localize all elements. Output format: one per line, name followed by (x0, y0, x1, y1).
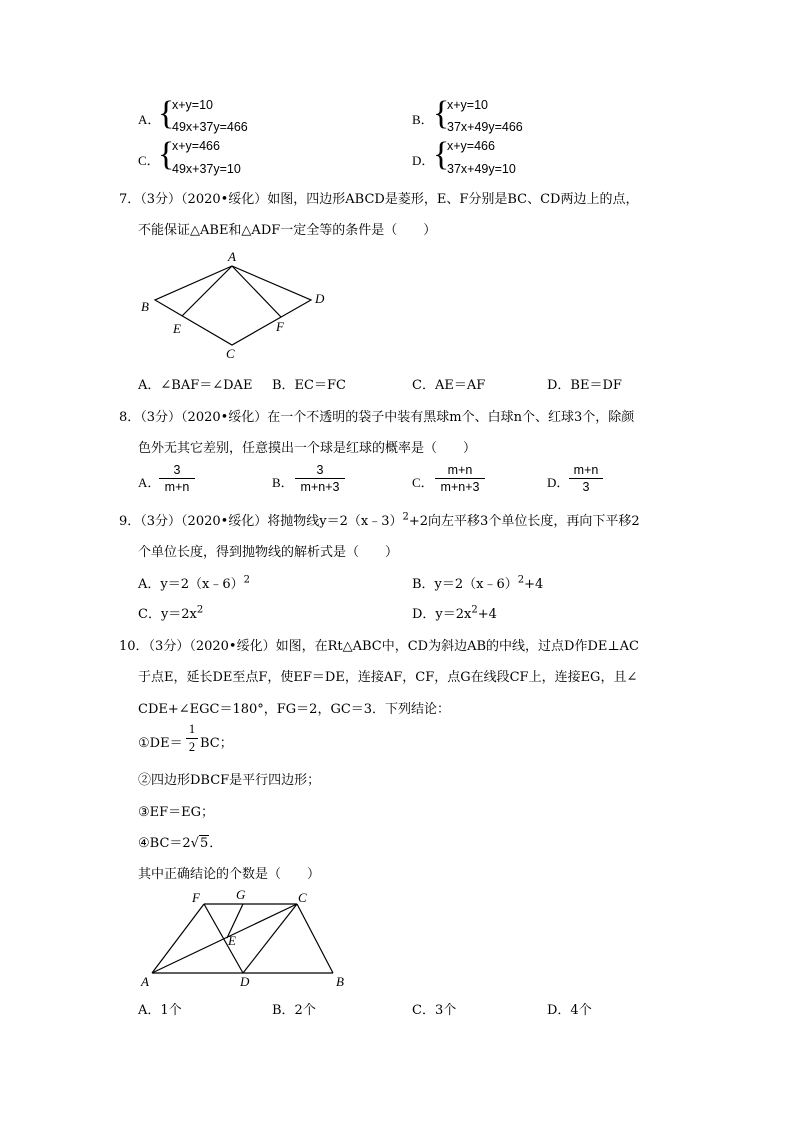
label-f: F (192, 890, 200, 905)
option-tail: +4 (524, 577, 544, 592)
q10-question: 其中正确结论的个数是（ ） (138, 867, 321, 882)
label-d: D (315, 291, 325, 306)
conclusion-4-suffix: ． (209, 836, 223, 851)
q10-option-c: C．3个 (412, 1003, 457, 1018)
label-e: E (173, 321, 181, 336)
option-label: B． (272, 475, 294, 490)
option-exponent: 2 (196, 604, 204, 616)
option-text: A．y＝2（x﹣6） (138, 577, 244, 592)
label-b: B (141, 299, 149, 314)
label-f: F (276, 319, 284, 334)
equation-line: 49x+37y=466 (172, 120, 248, 134)
label-e: E (228, 933, 236, 948)
numerator: m+n (573, 463, 599, 477)
label-g: G (236, 887, 246, 902)
fraction-one-half (186, 722, 198, 755)
denominator: 3 (582, 480, 590, 494)
equation-line: x+y=466 (447, 139, 495, 153)
q10-stem-line1: 10．（3分）（2020•绥化）如图，在Rt△ABC中，CD为斜边AB的中线，过点D作DE⊥AC (119, 639, 639, 654)
q9-option-a (138, 573, 250, 592)
q7-option-d: D．BE＝DF (547, 378, 622, 393)
q10-stem-line2: 于点E，延长DE至点F，使EF＝DE，连接AF，CF，点G在线段CF上，连接EG，且∠ (138, 670, 638, 685)
figure-lines (152, 904, 333, 973)
brace: { (433, 95, 450, 132)
q10-option-a: A．1个 (138, 1003, 182, 1018)
option-label: B． (412, 112, 434, 127)
q7-stem-line1: 7．（3分）（2020•绥化）如图，四边形ABCD是菱形，E、F分别是BC、CD两边上的点， (119, 192, 639, 207)
q10-stem-line3: CDE+∠EGC＝180°，FG＝2，GC＝3．下列结论： (138, 702, 451, 717)
option-label: A． (138, 475, 161, 490)
q9-option-d (412, 603, 497, 622)
brace: { (433, 136, 450, 173)
equation-line: 49x+37y=10 (172, 162, 241, 176)
q9-stem-part1: 9．（3分）（2020•绥化）将抛物线y＝2（x﹣3） (119, 514, 403, 529)
label-d: D (240, 974, 250, 989)
q10-conclusion-2: ②四边形DBCF是平行四边形； (138, 773, 321, 788)
q8-stem-line2: 色外无其它差别，任意摸出一个球是红球的概率是（ ） (138, 441, 477, 456)
equation-line: 37x+49y=466 (447, 120, 523, 134)
conclusion-1-prefix: ①DE＝ (138, 736, 183, 751)
equation-line: 37x+49y=10 (447, 162, 516, 176)
sqrt-symbol: √ (190, 836, 199, 851)
q9-stem-exponent: 2 (402, 511, 409, 523)
option-exponent: 2 (517, 574, 525, 586)
option-text: C．y＝2x (138, 607, 197, 622)
option-exponent: 2 (471, 604, 478, 616)
denominator: m+n+3 (300, 480, 340, 494)
q8-stem-line1: 8．（3分）（2020•绥化）在一个不透明的袋子中装有黑球m个、白球n个、红球3个，除颜 (119, 410, 635, 425)
denominator: 2 (188, 740, 196, 754)
q7-stem-line2: 不能保证△ABE和△ADF一定全等的条件是（ ） (138, 223, 437, 238)
q7-option-b: B．EC＝FC (272, 378, 346, 393)
conclusion-1-suffix: BC； (200, 736, 233, 751)
brace: { (158, 136, 175, 173)
q9-stem-line1 (119, 510, 640, 529)
fraction (569, 463, 603, 494)
q7-option-a: A．∠BAF＝∠DAE (138, 378, 253, 393)
q9-option-b (412, 573, 543, 592)
label-a: A (228, 249, 236, 264)
fraction (159, 463, 195, 494)
equation-line: x+y=10 (447, 98, 489, 112)
denominator: m+n+3 (440, 480, 480, 494)
q7-rhombus-figure (135, 245, 335, 365)
option-tail: +4 (477, 607, 497, 622)
option-label: D． (412, 153, 435, 168)
numerator: 3 (316, 463, 324, 477)
q10-option-b: B．2个 (272, 1003, 316, 1018)
brace: { (158, 95, 175, 132)
numerator: m+n (447, 463, 473, 477)
numerator: 3 (173, 463, 181, 477)
option-label: C． (412, 475, 434, 490)
label-c: C (226, 346, 235, 361)
radicand: 5 (199, 836, 209, 851)
q10-geometry-figure (140, 885, 355, 990)
option-text: D．y＝2x (412, 607, 472, 622)
equation-line: x+y=466 (172, 139, 220, 153)
option-exponent: 2 (243, 574, 250, 586)
fraction (295, 463, 345, 494)
option-label: C． (138, 153, 160, 168)
label-a: A (141, 974, 149, 989)
denominator: m+n (164, 480, 190, 494)
q10-conclusion-4 (138, 832, 222, 851)
option-label: D． (547, 475, 570, 490)
label-b: B (336, 974, 344, 989)
option-label: A． (138, 112, 161, 127)
q7-option-c: C．AE＝AF (412, 378, 486, 393)
q9-stem-part2: +2向左平移3个单位长度，再向下平移2 (408, 514, 640, 529)
q10-option-d: D．4个 (547, 1003, 592, 1018)
fraction (435, 463, 485, 494)
label-c: C (298, 890, 307, 905)
q9-stem-line2: 个单位长度，得到抛物线的解析式是（ ） (138, 545, 399, 560)
option-text: B．y＝2（x﹣6） (412, 577, 518, 592)
equation-line: x+y=10 (172, 98, 214, 112)
numerator: 1 (188, 722, 196, 736)
q9-option-c (138, 603, 203, 622)
q10-conclusion-3: ③EF＝EG； (138, 805, 215, 820)
conclusion-4-prefix: ④BC＝2 (138, 836, 191, 851)
